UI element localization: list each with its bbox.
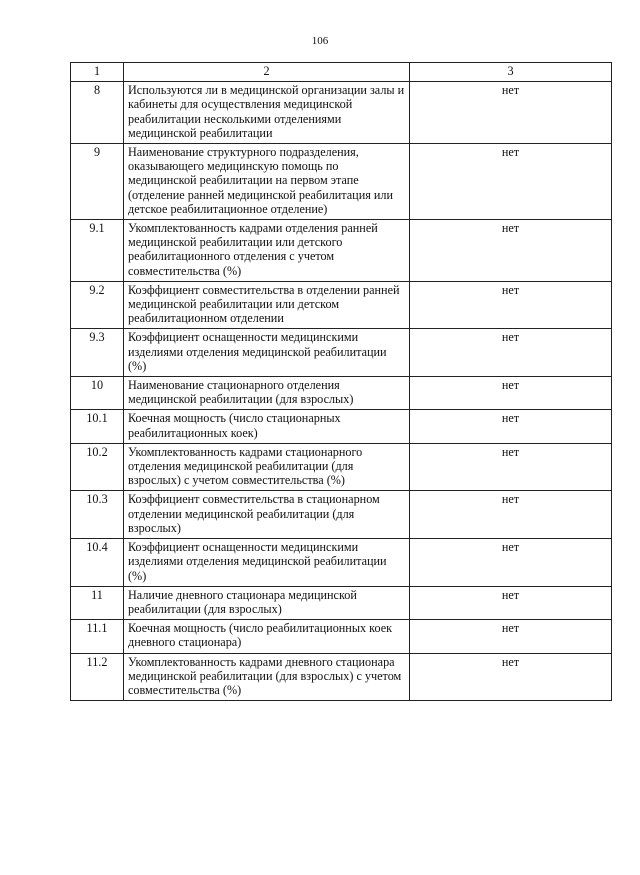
row-number: 10.1 — [71, 410, 124, 443]
row-value: нет — [410, 410, 612, 443]
table-row — [71, 82, 612, 144]
row-value: нет — [410, 443, 612, 491]
row-value: нет — [410, 329, 612, 377]
column-header-2: 2 — [124, 63, 410, 82]
row-description: Наличие дневного стационара медицинской реабилитации (для взрослых) — [124, 586, 410, 619]
row-description: Коэффициент оснащенности медицинскими изделиями отделения медицинской реабилитации (%) — [124, 539, 410, 587]
row-value: нет — [410, 82, 612, 144]
row-description: Коечная мощность (число стационарных реабилитационных коек) — [124, 410, 410, 443]
row-number: 8 — [71, 82, 124, 144]
row-number: 10.3 — [71, 491, 124, 539]
row-description: Используются ли в медицинской организации залы и кабинеты для осуществления медицинской реабилитации несколькими отделениями медицинской реабилитации — [124, 82, 410, 144]
table-row — [71, 144, 612, 220]
column-header-3: 3 — [410, 63, 612, 82]
table-header-row — [71, 63, 612, 82]
table-row — [71, 491, 612, 539]
row-value: нет — [410, 586, 612, 619]
row-description: Коечная мощность (число реабилитационных коек дневного стационара) — [124, 620, 410, 653]
row-number: 9.3 — [71, 329, 124, 377]
row-number: 9.1 — [71, 220, 124, 282]
table-row — [71, 377, 612, 410]
row-value: нет — [410, 620, 612, 653]
row-description: Укомплектованность кадрами отделения ранней медицинской реабилитации или детского реабилитационного отделения с учетом совместительства (%) — [124, 220, 410, 282]
table-row — [71, 410, 612, 443]
page-number: 106 — [311, 35, 329, 47]
row-description: Коэффициент совместительства в отделении ранней медицинской реабилитации или детском реабилитационном отделении — [124, 281, 410, 329]
row-number: 10 — [71, 377, 124, 410]
row-description: Коэффициент оснащенности медицинскими изделиями отделения медицинской реабилитации (%) — [124, 329, 410, 377]
row-number: 10.2 — [71, 443, 124, 491]
row-value: нет — [410, 281, 612, 329]
document-table — [70, 62, 612, 701]
row-description: Наименование стационарного отделения медицинской реабилитации (для взрослых) — [124, 377, 410, 410]
row-description: Укомплектованность кадрами стационарного отделения медицинской реабилитации (для взрослых) с учетом совместительства (%) — [124, 443, 410, 491]
row-value: нет — [410, 220, 612, 282]
row-number: 11 — [71, 586, 124, 619]
table-row — [71, 539, 612, 587]
row-value: нет — [410, 144, 612, 220]
row-description: Укомплектованность кадрами дневного стационара медицинской реабилитации (для взрослых) с учетом совместительства (%) — [124, 653, 410, 701]
table-row — [71, 620, 612, 653]
table-row — [71, 653, 612, 701]
row-description: Коэффициент совместительства в стационарном отделении медицинской реабилитации (для взрослых) — [124, 491, 410, 539]
row-number: 9.2 — [71, 281, 124, 329]
row-value: нет — [410, 491, 612, 539]
row-value: нет — [410, 653, 612, 701]
table-row — [71, 329, 612, 377]
table-row — [71, 220, 612, 282]
row-value: нет — [410, 377, 612, 410]
row-description: Наименование структурного подразделения, оказывающего медицинскую помощь по медицинской реабилитации на первом этапе (отделение ранней медицинской реабилитация или детское реабилитационное отделение) — [124, 144, 410, 220]
row-value: нет — [410, 539, 612, 587]
table-row — [71, 586, 612, 619]
table-row — [71, 281, 612, 329]
row-number: 11.2 — [71, 653, 124, 701]
row-number: 11.1 — [71, 620, 124, 653]
row-number: 10.4 — [71, 539, 124, 587]
column-header-1: 1 — [71, 63, 124, 82]
table-row — [71, 443, 612, 491]
row-number: 9 — [71, 144, 124, 220]
